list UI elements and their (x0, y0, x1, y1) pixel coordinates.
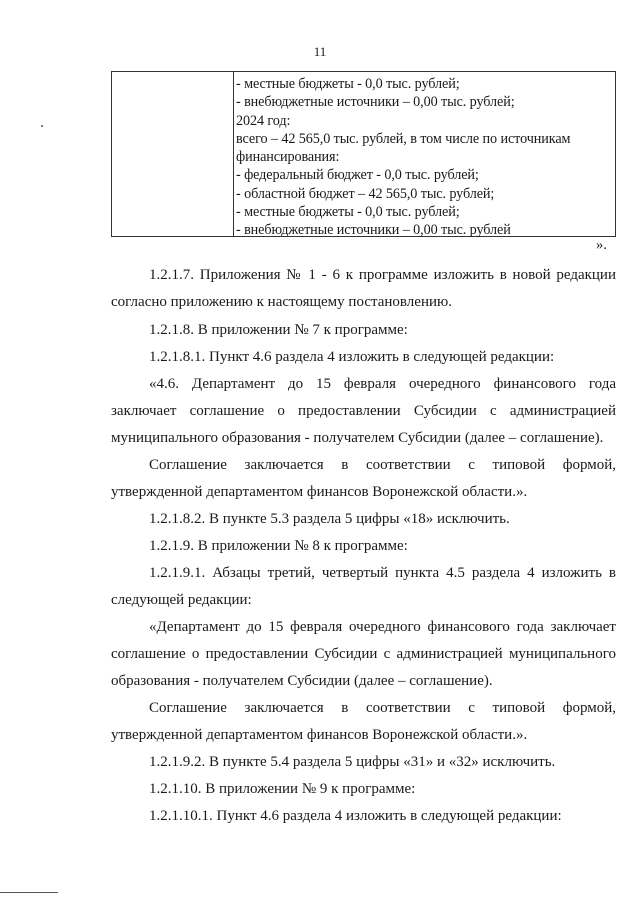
paragraph-line: соглашение о предоставлении Субсидии с администрацией муниципального (111, 646, 616, 662)
financing-table (111, 71, 616, 237)
paragraph-line: согласно приложению к настоящему постановлению. (111, 294, 452, 310)
paragraph-line: 1.2.1.9.2. В пункте 5.4 раздела 5 цифры «31» и «32» исключить. (149, 754, 556, 770)
table-line: - внебюджетные источники – 0,00 тыс. рублей (236, 222, 511, 239)
paragraph-line: 1.2.1.10.1. Пункт 4.6 раздела 4 изложить в следующей редакции: (149, 808, 562, 824)
paragraph-line: 1.2.1.8.1. Пункт 4.6 раздела 4 изложить в следующей редакции: (149, 349, 555, 365)
paragraph-line: утвержденной департаментом финансов Воронежской области.». (111, 484, 528, 500)
table-line: финансирования: (236, 149, 340, 166)
paragraph-line: утвержденной департаментом финансов Воронежской области.». (111, 727, 528, 743)
paragraph-line: 1.2.1.8. В приложении № 7 к программе: (149, 322, 408, 338)
paragraph-line: «4.6. Департамент до 15 февраля очередного финансового года (149, 376, 616, 392)
table-line: - местные бюджеты - 0,0 тыс. рублей; (236, 204, 460, 221)
paragraph-line: 1.2.1.9. В приложении № 8 к программе: (149, 538, 408, 554)
paragraph-line: 1.2.1.10. В приложении № 9 к программе: (149, 781, 416, 797)
paragraph-line: 1.2.1.8.2. В пункте 5.3 раздела 5 цифры «18» исключить. (149, 511, 510, 527)
closing-quote: ». (596, 237, 607, 253)
paragraph-line: Соглашение заключается в соответствии с типовой формой, (149, 457, 616, 473)
table-line: всего – 42 565,0 тыс. рублей, в том числе по источникам (236, 130, 571, 147)
table-line: - местные бюджеты - 0,0 тыс. рублей; (236, 76, 460, 92)
table-column-divider (233, 72, 234, 236)
paragraph-line: «Департамент до 15 февраля очередного финансового года заключает (149, 619, 616, 635)
footer-rule (0, 892, 58, 893)
paragraph-line: муниципального образования - получателем Субсидии (далее – соглашение). (111, 430, 604, 446)
paragraph-line: следующей редакции: (111, 592, 252, 608)
table-line: 2024 год: (236, 112, 291, 129)
paragraph-line: 1.2.1.9.1. Абзацы третий, четвертый пункта 4.5 раздела 4 изложить в (149, 565, 616, 581)
paragraph-line: 1.2.1.7. Приложения № 1 - 6 к программе изложить в новой редакции (149, 267, 616, 283)
paragraph-line: образования - получателем Субсидии (далее – соглашение). (111, 673, 493, 689)
paragraph-line: заключает соглашение о предоставлении Субсидии с администрацией (111, 403, 616, 419)
table-line: - внебюджетные источники – 0,00 тыс. рублей; (236, 94, 515, 111)
table-line: - федеральный бюджет - 0,0 тыс. рублей; (236, 167, 479, 184)
financing-cell (236, 75, 613, 240)
paragraph-line: Соглашение заключается в соответствии с типовой формой, (149, 700, 616, 716)
scan-speck (41, 125, 43, 127)
table-line: - областной бюджет – 42 565,0 тыс. рублей; (236, 185, 495, 202)
page-number: 11 (313, 44, 327, 59)
